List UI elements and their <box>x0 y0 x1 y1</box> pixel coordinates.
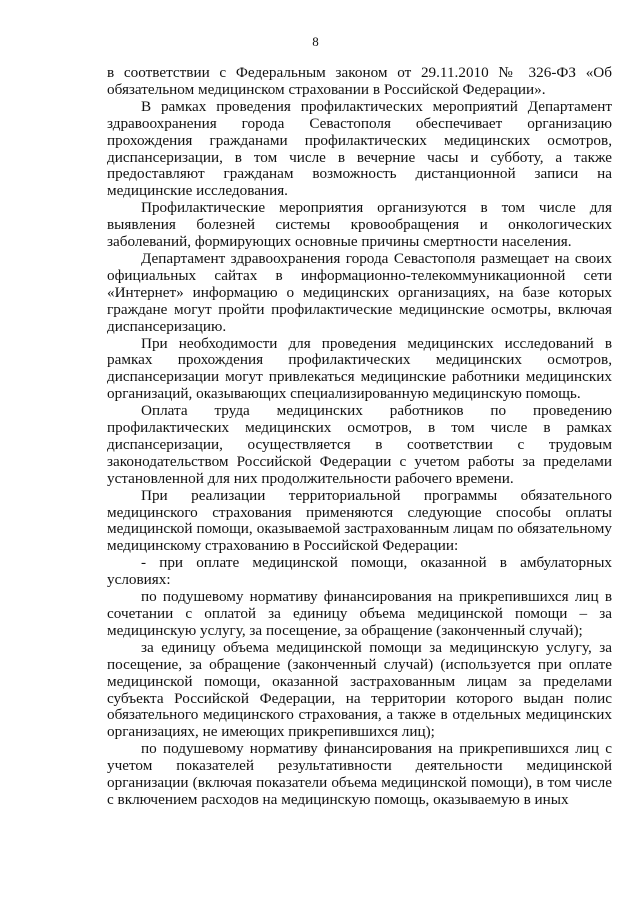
paragraph: по подушевому нормативу финансирования на прикрепившихся лиц с учетом показателей результативности деятельности медицинской организации (включая показатели объема медицинской помощи), в том числе с включением расходов на медицинскую помощь, оказываемую в иных <box>107 740 612 808</box>
document-body <box>107 65 612 809</box>
paragraph: Департамент здравоохранения города Севастополя размещает на своих официальных сайтах в информационно-телекоммуникационной сети «Интернет» информацию о медицинских организациях, на базе которых граждане могут пройти профилактические медицинские осмотры, включая диспансеризацию. <box>107 249 612 335</box>
paragraph: Профилактические мероприятия организуются в том числе для выявления болезней системы кровообращения и онкологических заболеваний, формирующих основные причины смертности населения. <box>107 199 612 251</box>
paragraph: При необходимости для проведения медицинских исследований в рамках прохождения профилактических медицинских осмотров, диспансеризации могут привлекаться медицинские работники медицинских организаций, оказывающих специализированную медицинскую помощь. <box>107 334 612 403</box>
paragraph: При реализации территориальной программы обязательного медицинского страхования применяются следующие способы оплаты медицинской помощи, оказываемой застрахованным лицам по обязательному медицинскому страхованию в Российской Федерации: <box>107 486 612 555</box>
paragraph: Оплата труда медицинских работников по проведению профилактических медицинских осмотров, в том числе в рамках диспансеризации, осуществляется в соответствии с трудовым законодательством Российской Федерации с учетом работы за пределами установленной для них продолжительности рабочего времени. <box>107 402 612 487</box>
paragraph: В рамках проведения профилактических мероприятий Департамент здравоохранения города Севастополя обеспечивает организацию прохождения гражданами профилактических медицинских осмотров, диспансеризации, в том числе в вечерние часы и субботу, а также предоставляют гражданам возможность дистанционной записи на медицинские исследования. <box>107 97 612 200</box>
paragraph: - при оплате медицинской помощи, оказанной в амбулаторных условиях: <box>107 554 612 589</box>
paragraph: за единицу объема медицинской помощи за медицинскую услугу, за посещение, за обращение (законченный случай) (используется при оплате медицинской помощи, оказанной застрахованным лицам за пределами субъекта Российской Федерации, на территории которого выдан полис обязательного медицинского страхования, а также в отдельных медицинских организациях, не имеющих прикрепившихся лиц); <box>107 638 612 741</box>
page-number: 8 <box>312 34 319 49</box>
paragraph: в соответствии с Федеральным законом от 29.11.2010 № 326-ФЗ «Об обязательном медицинском страховании в Российской Федерации». <box>107 64 612 98</box>
paragraph: по подушевому нормативу финансирования на прикрепившихся лиц в сочетании с оплатой за единицу объема медицинской помощи – за медицинскую услугу, за посещение, за обращение (законченный случай); <box>107 588 612 639</box>
